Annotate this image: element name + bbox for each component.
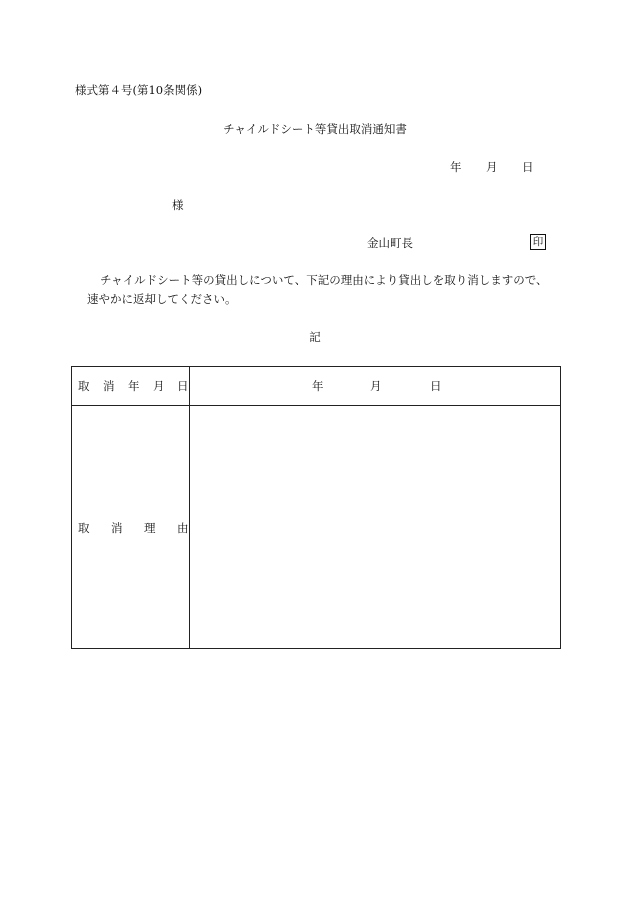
cancel-reason-label-char: 取 (78, 521, 90, 535)
date-year-label: 年 (450, 160, 462, 174)
cancel-reason-value[interactable] (196, 415, 556, 643)
cancel-date-day: 日 (430, 379, 442, 393)
cancel-date-label-char: 年 (128, 379, 140, 393)
document-title: チャイルドシート等貸出取消通知書 (223, 122, 407, 136)
cancel-date-label-char: 日 (177, 379, 189, 393)
issuer-name: 金山町長 (367, 236, 413, 250)
table-column-divider (189, 367, 190, 648)
cancel-date-label-char: 取 (78, 379, 90, 393)
recipient-honorific: 様 (172, 198, 184, 212)
body-text-line-2: 速やかに返却してください。 (87, 292, 237, 306)
date-month-label: 月 (486, 160, 498, 174)
cancel-reason-label-char: 消 (111, 521, 123, 535)
cancel-date-label-char: 月 (153, 379, 165, 393)
table-row-divider (72, 405, 560, 406)
ki-heading: 記 (309, 330, 321, 344)
cancel-reason-label-char: 由 (177, 521, 189, 535)
date-day-label: 日 (522, 160, 534, 174)
cancel-date-label-char: 消 (103, 379, 115, 393)
form-number: 様式第４号(第10条関係) (75, 83, 203, 97)
seal-mark: 印 (530, 234, 546, 250)
cancel-date-year: 年 (312, 379, 324, 393)
cancel-date-month: 月 (370, 379, 382, 393)
body-text-line-1: チャイルドシート等の貸出しについて、下記の理由により貸出しを取り消しますので、 (100, 273, 548, 287)
cancellation-table (71, 366, 561, 649)
cancel-reason-label-char: 理 (144, 521, 156, 535)
